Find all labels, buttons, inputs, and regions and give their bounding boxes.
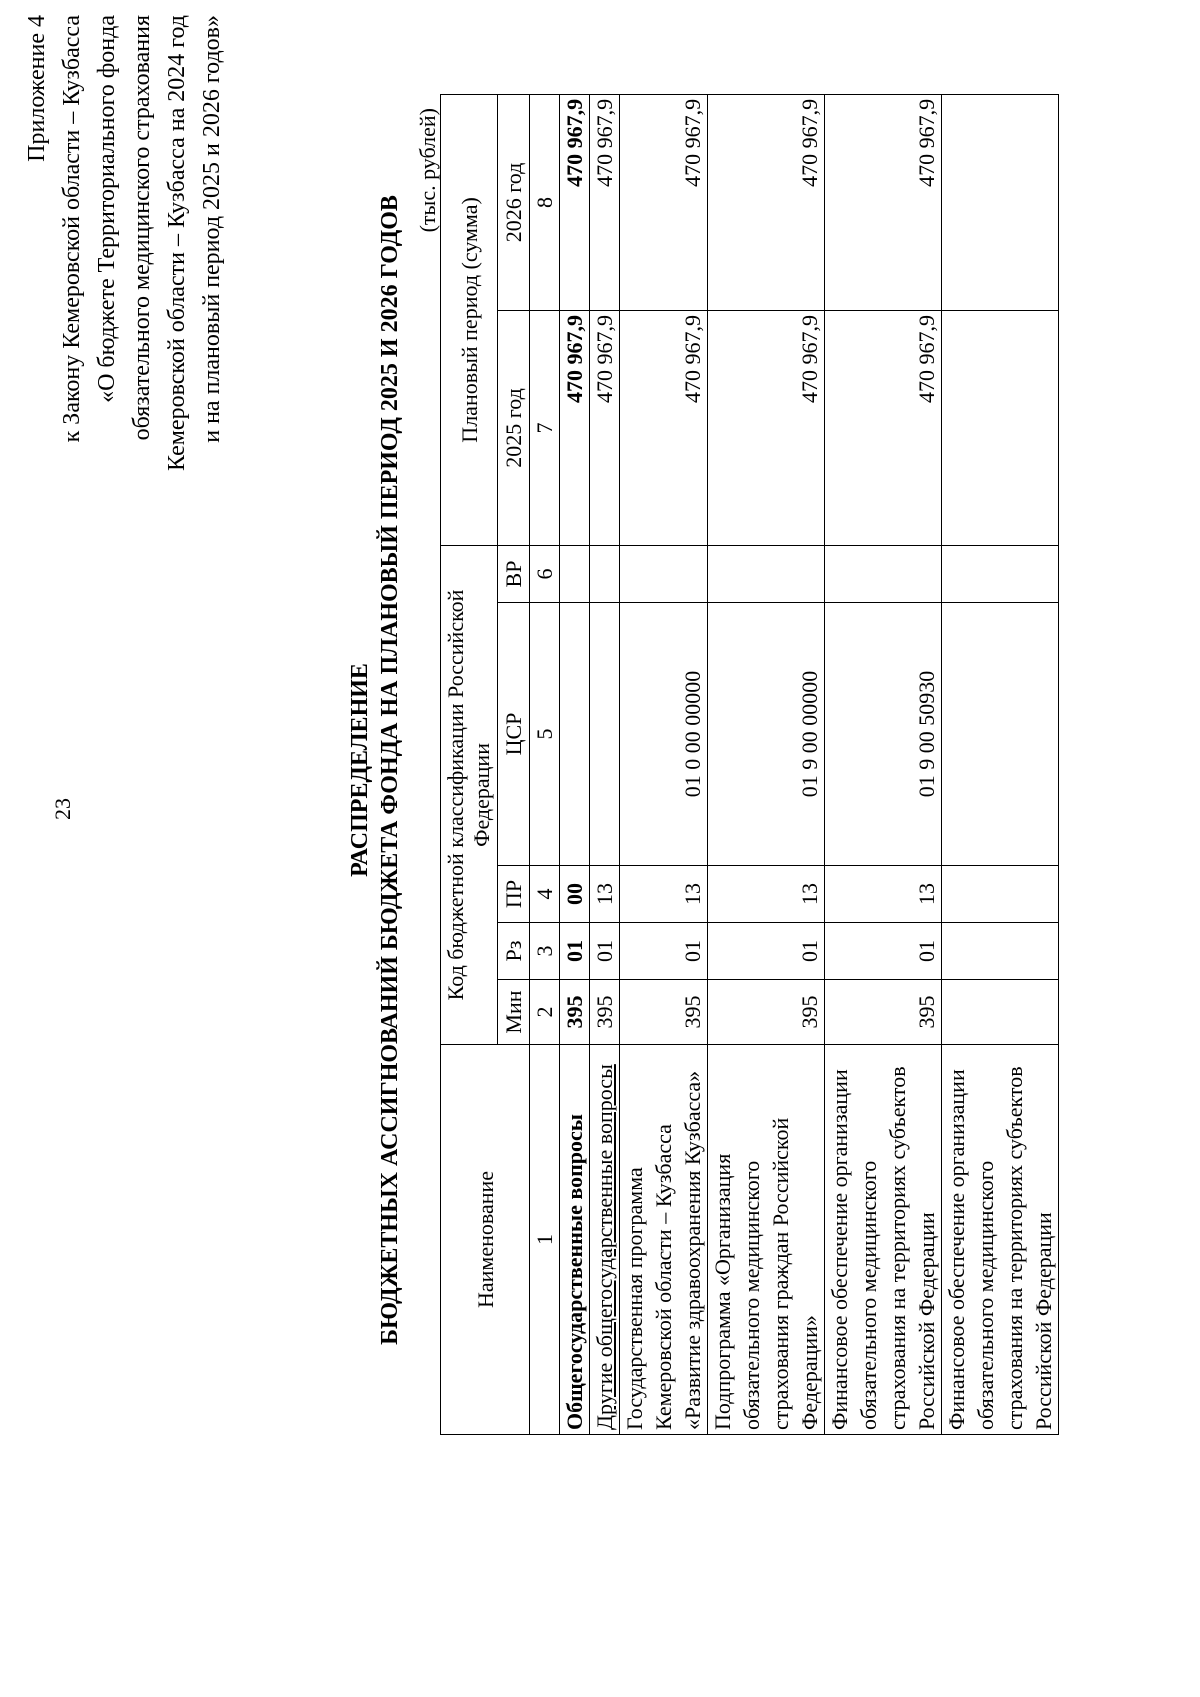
column-number: 2 xyxy=(530,980,560,1045)
row-2025: 470 967,9 xyxy=(590,310,620,545)
page-number: 23 xyxy=(50,798,75,820)
header-min: Мин xyxy=(498,980,530,1045)
row-2025: 470 967,9 xyxy=(825,310,942,545)
document-subtitle: БЮДЖЕТНЫХ АССИГНОВАНИЙ БЮДЖЕТА ФОНДА НА ПЛАНОВЫЙ ПЕРИОД 2025 И 2026 ГОДОВ xyxy=(377,195,403,1345)
row-vr xyxy=(708,545,825,602)
column-number: 4 xyxy=(530,866,560,923)
row-csr: 01 9 00 00000 xyxy=(708,603,825,866)
header-row xyxy=(441,94,498,1434)
row-rz: 01 xyxy=(620,923,708,980)
header-rz: Рз xyxy=(498,923,530,980)
row-vr xyxy=(560,545,590,602)
row-pr: 13 xyxy=(825,866,942,923)
row-csr: 01 9 00 50930 xyxy=(825,603,942,866)
column-number: 8 xyxy=(530,94,560,310)
header-code-group: Код бюджетной классификации Российской Федерации xyxy=(441,545,498,1044)
row-2026: 470 967,9 xyxy=(825,94,942,310)
row-vr xyxy=(825,545,942,602)
row-rz: 01 xyxy=(590,923,620,980)
appendix-line: и на плановый период 2025 и 2026 годов» xyxy=(199,15,225,443)
appendix-line: к Закону Кемеровской области – Кузбасса xyxy=(59,15,85,443)
row-name: Другие общегосударственные вопросы xyxy=(590,1045,620,1435)
header-period-group: Плановый период (сумма) xyxy=(441,94,498,545)
row-rz xyxy=(942,923,1059,980)
table-row xyxy=(560,94,590,1434)
units-note: (тыс. рублей) xyxy=(415,108,440,233)
row-pr xyxy=(942,866,1059,923)
row-2025 xyxy=(942,310,1059,545)
row-vr xyxy=(620,545,708,602)
row-2025: 470 967,9 xyxy=(620,310,708,545)
appendix-note xyxy=(20,15,230,715)
appendix-line: обязательного медицинского страхования xyxy=(129,15,155,441)
row-pr: 13 xyxy=(708,866,825,923)
row-csr xyxy=(942,603,1059,866)
row-vr xyxy=(942,545,1059,602)
row-pr: 13 xyxy=(590,866,620,923)
row-2026: 470 967,9 xyxy=(708,94,825,310)
appendix-line: «О бюджете Территориального фонда xyxy=(94,15,120,403)
column-number: 6 xyxy=(530,545,560,602)
row-csr xyxy=(560,603,590,866)
header-pr: ПР xyxy=(498,866,530,923)
row-min: 395 xyxy=(590,980,620,1045)
row-2026: 470 967,9 xyxy=(620,94,708,310)
row-2025: 470 967,9 xyxy=(560,310,590,545)
column-number: 7 xyxy=(530,310,560,545)
table-row xyxy=(825,94,942,1434)
row-rz: 01 xyxy=(825,923,942,980)
row-min: 395 xyxy=(825,980,942,1045)
header-vr: ВР xyxy=(498,545,530,602)
row-name: Финансовое обеспечение организации обязательного медицинского страхования на территориях субъектов Российской Федерации xyxy=(942,1045,1059,1435)
table-row xyxy=(942,94,1059,1434)
row-name: Подпрограмма «Организация обязательного медицинского страхования граждан Российской Федерации» xyxy=(708,1045,825,1435)
document-title: РАСПРЕДЕЛЕНИЕ xyxy=(347,663,373,877)
column-number-row xyxy=(530,94,560,1434)
row-rz: 01 xyxy=(708,923,825,980)
row-2026 xyxy=(942,94,1059,310)
header-2026: 2026 год xyxy=(498,94,530,310)
row-pr: 13 xyxy=(620,866,708,923)
appendix-line: Приложение 4 xyxy=(24,15,50,162)
row-csr xyxy=(590,603,620,866)
table-row xyxy=(590,94,620,1434)
row-min xyxy=(942,980,1059,1045)
allocation-table xyxy=(440,94,1059,1435)
row-name: Общегосударственные вопросы xyxy=(560,1045,590,1435)
row-min: 395 xyxy=(620,980,708,1045)
table-row xyxy=(620,94,708,1434)
column-number: 5 xyxy=(530,603,560,866)
table-row xyxy=(708,94,825,1434)
row-2026: 470 967,9 xyxy=(560,94,590,310)
column-number: 1 xyxy=(530,1045,560,1435)
appendix-line: Кемеровской области – Кузбасса на 2024 год xyxy=(164,15,190,471)
row-min: 395 xyxy=(708,980,825,1045)
row-rz: 01 xyxy=(560,923,590,980)
row-name: Государственная программа Кемеровской области – Кузбасса «Развитие здравоохранения Кузбасса» xyxy=(620,1045,708,1435)
header-csr: ЦСР xyxy=(498,603,530,866)
row-2026: 470 967,9 xyxy=(590,94,620,310)
row-csr: 01 0 00 00000 xyxy=(620,603,708,866)
row-2025: 470 967,9 xyxy=(708,310,825,545)
row-min: 395 xyxy=(560,980,590,1045)
header-2025: 2025 год xyxy=(498,310,530,545)
row-name: Финансовое обеспечение организации обязательного медицинского страхования на территориях субъектов Российской Федерации xyxy=(825,1045,942,1435)
row-pr: 00 xyxy=(560,866,590,923)
header-name: Наименование xyxy=(441,1045,530,1435)
row-vr xyxy=(590,545,620,602)
column-number: 3 xyxy=(530,923,560,980)
